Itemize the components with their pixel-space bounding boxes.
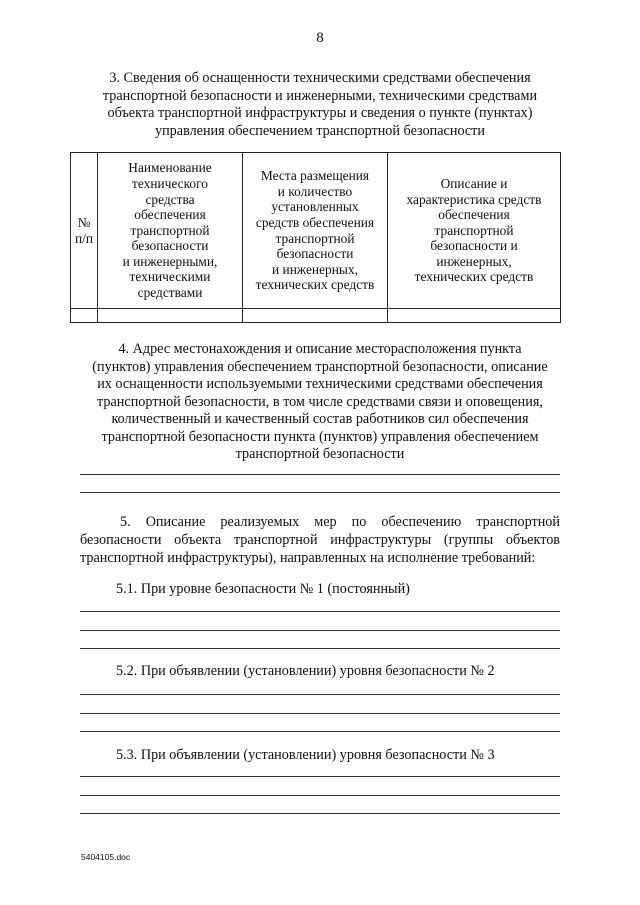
fill-line[interactable] <box>80 795 560 796</box>
table-row <box>71 309 561 323</box>
header-number: № п/п <box>71 153 98 309</box>
section-4-line: (пунктов) управления обеспечением транспортной безопасности, описание <box>92 358 548 375</box>
table-header-row <box>71 153 561 309</box>
section-5-paragraph <box>80 514 560 567</box>
subsection-5-3: 5.3. При объявлении (установлении) уровня безопасности № 3 <box>116 747 495 763</box>
section-3-line: объекта транспортной инфраструктуры и сведения о пункте (пунктах) <box>107 105 533 121</box>
subsection-5-1: 5.1. При уровне безопасности № 1 (постоянный) <box>116 581 410 597</box>
fill-line[interactable] <box>80 611 560 612</box>
fill-line[interactable] <box>80 813 560 814</box>
fill-line[interactable] <box>80 713 560 714</box>
header-equipment-name: Наименование технического средства обеспечения транспортной безопасности и инженерными, техническими средствами <box>98 153 243 309</box>
section-4-heading <box>80 341 560 464</box>
section-3-heading <box>80 70 560 140</box>
fill-line[interactable] <box>80 776 560 777</box>
fill-line[interactable] <box>80 694 560 695</box>
section-4-line: транспортной безопасности пункта (пунктов) управления обеспечением <box>101 428 539 445</box>
section-4-line: транспортной безопасности <box>235 446 405 462</box>
fill-line[interactable] <box>80 731 560 732</box>
fill-line[interactable] <box>80 648 560 649</box>
equipment-table <box>70 152 561 323</box>
page-number: 8 <box>316 30 324 46</box>
section-5-line: безопасности объекта транспортной инфраструктуры (группы объектов <box>80 531 560 548</box>
section-4-line: транспортной безопасности, в том числе средствами связи и оповещения, <box>97 393 543 410</box>
section-5-line: транспортной инфраструктуры), направленных на исполнение требований: <box>80 549 536 566</box>
table-cell[interactable] <box>243 309 388 323</box>
section-4-line: 4. Адрес местонахождения и описание месторасположения пункта <box>118 341 522 357</box>
header-description: Описание и характеристика средств обеспечения транспортной безопасности и инженерных, технических средств <box>388 153 561 309</box>
section-4-line: количественный и качественный состав работников сил обеспечения <box>111 411 529 427</box>
section-3-line: 3. Сведения об оснащенности техническими средствами обеспечения <box>109 70 531 86</box>
section-3-line: управления обеспечением транспортной безопасности <box>155 122 485 139</box>
section-4-line: их оснащенности используемыми техническими средствами обеспечения <box>97 376 543 392</box>
fill-line[interactable] <box>80 492 560 493</box>
document-filename: 5404105.doc <box>81 852 131 862</box>
header-placement: Места размещения и количество установленных средств обеспечения транспортной безопасности и инженерных, технических средств <box>243 153 388 309</box>
table-cell[interactable] <box>98 309 243 323</box>
table-cell[interactable] <box>71 309 98 323</box>
section-3-line: транспортной безопасности и инженерными, техническими средствами <box>102 87 538 104</box>
fill-line[interactable] <box>80 630 560 631</box>
subsection-5-2: 5.2. При объявлении (установлении) уровня безопасности № 2 <box>116 663 495 679</box>
section-5-line: 5. Описание реализуемых мер по обеспечению транспортной <box>120 514 560 530</box>
fill-line[interactable] <box>80 474 560 475</box>
table-cell[interactable] <box>388 309 561 323</box>
